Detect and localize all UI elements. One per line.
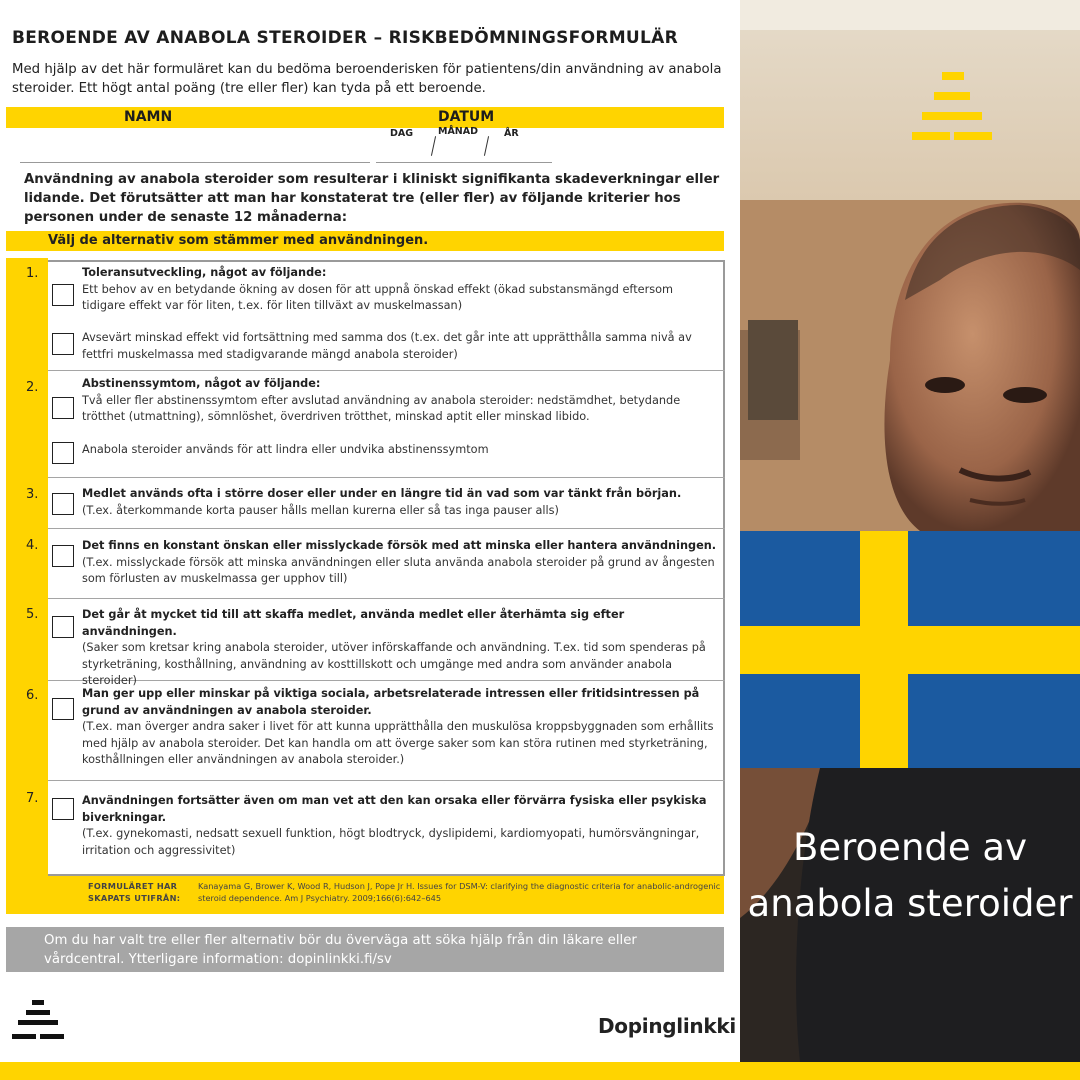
criterion-text: Ett behov av en betydande ökning av dosen för att uppnå önskad effekt (ökad substansmängd eftersom tidigare effekt var för liten, t.ex. för liten tillväxt av muskelmassan) [82, 282, 674, 312]
section-divider [48, 370, 725, 371]
criterion-checkbox[interactable] [52, 545, 74, 567]
criterion-text: Anabola steroider används för att lindra eller undvika abstinenssymtom [82, 443, 489, 456]
criterion-title: Man ger upp eller minskar på viktiga sociala, arbetsrelaterade intressen eller fritidsintressen på grund av användningen av anabola steroider. [82, 687, 700, 717]
dopinglinkki-logo-icon [912, 72, 992, 144]
criterion-checkbox[interactable] [52, 698, 74, 720]
criterion-text: (T.ex. misslyckade försök att minska användningen eller sluta använda anabola steroider på grund av ångesten som förlusten av muskelmassa ger upphov till) [82, 555, 715, 585]
criterion-checkbox[interactable] [52, 333, 74, 355]
criterion-title: Det finns en konstant önskan eller misslyckade försök med att minska eller hantera användningen. [82, 539, 717, 552]
criterion-text: Två eller fler abstinenssymtom efter avslutad användning av anabola steroider: nedstämdhet, betydande trötthet (utmattning), sömnlöshet, överdriven trötthet, minskad aptit eller minskad libido. [82, 393, 681, 423]
criterion-checkbox[interactable] [52, 616, 74, 638]
section-divider [48, 780, 725, 781]
criterion-number: 4. [26, 538, 39, 553]
section-divider [48, 598, 725, 599]
criterion-checkbox[interactable] [52, 798, 74, 820]
date-divider [484, 136, 489, 156]
criterion-title: Det går åt mycket tid till att skaffa medlet, använda medlet eller återhämta sig efter användningen. [82, 608, 625, 638]
promo-title: Beroende av anabola steroider [747, 826, 1073, 925]
criterion-number: 7. [26, 791, 39, 806]
date-field[interactable] [376, 162, 552, 163]
criterion-text: (T.ex. man överger andra saker i livet för att kunna upprätthålla den muskulösa kroppsbyggnaden som erhållits med hjälp av anabola steroider. Det kan handla om att överge saker som kan störa rutinen med styrketräning, kosthållningen eller användningen av anabola steroider.) [82, 720, 714, 766]
help-notice [6, 927, 724, 972]
section-divider [48, 477, 725, 478]
brand-name: Dopinglinkki [598, 1014, 736, 1038]
name-date-header [6, 107, 724, 128]
criterion-checkbox[interactable] [52, 284, 74, 306]
criteria-intro: Användning av anabola steroider som resulterar i kliniskt signifikanta skadeverkningar eller lidande. Det förutsätter att man har konstaterat tre (eller fler) av följande kriterier hos personen under de senaste 12 månaderna: [24, 172, 720, 225]
name-field[interactable] [20, 162, 370, 163]
criterion-checkbox[interactable] [52, 397, 74, 419]
month-label: MÅNAD [438, 126, 478, 137]
number-column [6, 258, 48, 914]
criterion-title: Användningen fortsätter även om man vet att den kan orsaka eller förvärra fysiska eller psykiska biverkningar. [82, 794, 707, 824]
criterion-item [82, 265, 718, 315]
day-label: DAG [390, 128, 414, 139]
date-label: DATUM [438, 109, 495, 125]
choose-bar [6, 231, 724, 251]
criterion-text: Avsevärt minskad effekt vid fortsättning med samma dos (t.ex. det går inte att upprätthålla samma nivå av fettfri muskelmassa med stadigvarande mängd anabola steroider) [82, 331, 692, 361]
criterion-text: (T.ex. gynekomasti, nedsatt sexuell funktion, högt blodtryck, dyslipidemi, kardiomyopati, humörsvängningar, irritation och aggressivitet) [82, 827, 700, 857]
criterion-number: 2. [26, 380, 39, 395]
source-citation: Kanayama G, Brower K, Wood R, Hudson J, Pope Jr H. Issues for DSM-V: clarifying the diagnostic criteria for anabolic-androgenic steroid dependence. Am J Psychiatry. 2009;166(6):642–645 [198, 881, 721, 903]
criterion-item [82, 486, 718, 519]
choose-label: Välj de alternativ som stämmer med användningen. [48, 233, 429, 248]
flag-cross-horizontal [740, 626, 1080, 674]
criterion-title: Abstinenssymtom, något av följande: [82, 377, 321, 390]
criterion-item [82, 538, 718, 588]
criterion-item [82, 793, 718, 859]
criterion-checkbox[interactable] [52, 442, 74, 464]
footer-stripe [0, 1062, 1080, 1080]
form-intro: Med hjälp av det här formuläret kan du bedöma beroenderisken för patientens/din användning av anabola steroider. Ett högt antal poäng (tre eller fler) kan tyda på ett beroende. [12, 62, 722, 96]
criterion-number: 6. [26, 688, 39, 703]
criterion-number: 5. [26, 607, 39, 622]
criterion-item [82, 686, 718, 769]
dopinglinkki-logo-icon [12, 1000, 64, 1042]
criterion-item [82, 607, 718, 690]
criterion-text: (Saker som kretsar kring anabola steroider, utöver införskaffande och användning. T.ex. tid som spenderas på styrketräning, kosthållning, användning av kosttillskott och umgänge med andra som använder anabola steroider) [82, 641, 706, 687]
name-label: NAMN [124, 109, 173, 125]
criterion-item [82, 376, 718, 426]
swedish-flag-icon [740, 531, 1080, 768]
criterion-title: Medlet används ofta i större doser eller under en längre tid än vad som var tänkt från början. [82, 487, 682, 500]
criterion-item [82, 330, 718, 363]
year-label: ÅR [504, 128, 519, 139]
help-text: Om du har valt tre eller fler alternativ bör du överväga att söka hjälp från din läkare eller vårdcentral. Ytterligare information: dopinlinkki.fi/sv [44, 933, 637, 967]
criterion-number: 1. [26, 266, 39, 281]
date-divider [431, 136, 436, 156]
section-divider [48, 528, 725, 529]
flag-cross-vertical [860, 531, 908, 768]
criterion-item [82, 442, 718, 459]
criterion-checkbox[interactable] [52, 493, 74, 515]
criterion-title: Toleransutveckling, något av följande: [82, 266, 327, 279]
criterion-text: (T.ex. återkommande korta pauser hålls mellan kurerna eller så tas inga pauser alls) [82, 503, 559, 517]
man-photo [740, 0, 1080, 531]
source-label: FORMULÄRET HAR SKAPATS UTIFRÅN: [88, 881, 181, 903]
criterion-number: 3. [26, 487, 39, 502]
form-title: BEROENDE AV ANABOLA STEROIDER – RISKBEDÖMNINGSFORMULÄR [12, 28, 679, 48]
promo-photo-panel [740, 0, 1080, 1062]
